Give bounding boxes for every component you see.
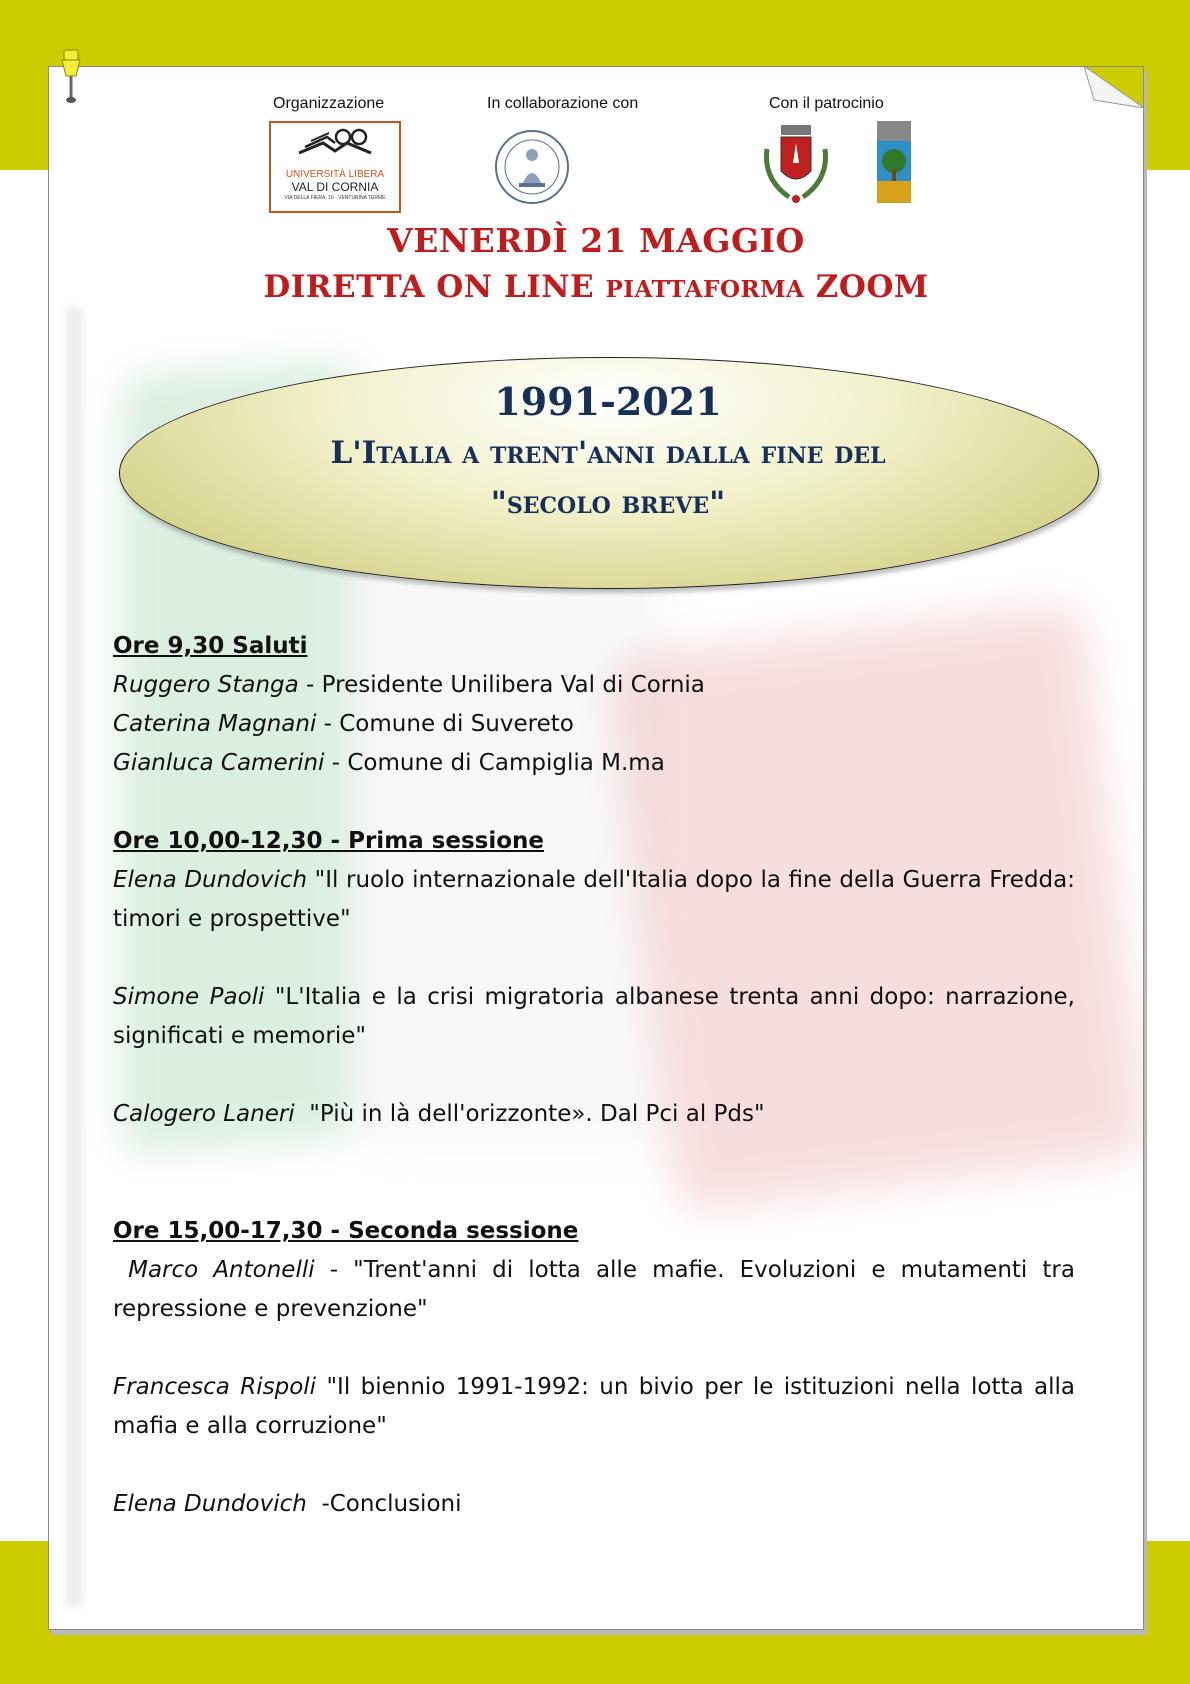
unilibera-logo: [269, 121, 401, 213]
speaker-name: Gianluca Camerini: [113, 750, 325, 776]
speaker-name: Marco Antonelli: [113, 1257, 315, 1283]
comune-coat-of-arms-1: [759, 119, 833, 207]
speaker-role: - Comune di Campiglia M.ma: [324, 750, 665, 776]
seconda-sessione-heading: Ore 15,00-17,30 - Seconda sessione: [113, 1218, 579, 1244]
comune-coat-of-arms-2: [873, 119, 915, 205]
online-platform-word: PIATTAFORMA: [605, 276, 805, 303]
title-years: 1991-2021: [494, 379, 722, 424]
speaker-name: Elena Dundovich: [113, 867, 308, 893]
seconda-item-1: [113, 1251, 1075, 1329]
program-content: [113, 627, 1075, 1524]
saluti-item-1: [113, 666, 1075, 705]
saluti-heading: Ore 9,30 Saluti: [113, 633, 308, 659]
speaker-name: Elena Dundovich: [113, 1491, 307, 1517]
speaker-name: Caterina Magnani: [113, 711, 317, 737]
logo-line-2: VAL DI CORNIA: [291, 180, 379, 194]
seconda-item-2: [113, 1368, 1075, 1446]
prima-item-3: [113, 1095, 1075, 1134]
talk-title: "Più in là dell'orizzonte». Dal Pci al Pds": [294, 1101, 765, 1127]
logo-line-1: UNIVERSITÀ LIBERA: [285, 169, 385, 180]
event-date: VENERDÌ 21 MAGGIO: [387, 221, 805, 260]
saluti-item-2: [113, 705, 1075, 744]
speaker-name: Ruggero Stanga: [113, 672, 299, 698]
flag-pole-decoration: [65, 307, 83, 1607]
talk-title: -Conclusioni: [306, 1491, 462, 1517]
saluti-item-3: [113, 744, 1075, 783]
online-prefix: DIRETTA ON LINE: [263, 269, 595, 305]
talk-title: "Il biennio 1991-1992: un bivio per le istituzioni nella lotta alla mafia e alla corruzione": [113, 1374, 1075, 1439]
organization-label: Organizzazione: [273, 95, 385, 112]
speaker-name: Calogero Laneri: [113, 1101, 295, 1127]
tree-lion-icon: [873, 119, 915, 205]
speaker-role: - Presidente Unilibera Val di Cornia: [298, 672, 705, 698]
prima-item-1: [113, 861, 1075, 939]
seal-icon: [477, 125, 587, 209]
talk-title: "Il ruolo internazionale dell'Italia dopo la fine della Guerra Fredda: timori e prospettive": [113, 867, 1075, 932]
speaker-role: - Comune di Suvereto: [316, 711, 574, 737]
prima-item-2: [113, 978, 1075, 1056]
collaboration-label: In collaborazione con: [487, 95, 639, 112]
seconda-item-3: [113, 1485, 1075, 1524]
speaker-name: Simone Paoli: [113, 984, 265, 1010]
page-curl-icon: [1084, 66, 1144, 108]
title-line-1: L'Italia a trent'anni dalla fine del: [330, 435, 886, 471]
university-seal-logo: [477, 125, 587, 209]
pushpin-icon: [56, 46, 86, 104]
coat-of-arms-icon: [759, 119, 833, 207]
patronage-label: Con il patrocinio: [769, 95, 884, 112]
online-platform-name: ZOOM: [815, 269, 929, 305]
title-line-2: "secolo breve": [490, 485, 726, 521]
poster-sheet: [48, 66, 1144, 1630]
event-online-line: [49, 269, 1143, 305]
book-glasses-icon: [271, 123, 399, 165]
speaker-name: Francesca Rispoli: [113, 1374, 317, 1400]
talk-title: "L'Italia e la crisi migratoria albanese trenta anni dopo: narrazione, significati e memorie": [113, 984, 1075, 1049]
prima-sessione-heading: Ore 10,00-12,30 - Prima sessione: [113, 828, 545, 854]
talk-title: - "Trent'anni di lotta alle mafie. Evoluzioni e mutamenti tra repressione e prevenzione": [113, 1257, 1075, 1322]
logo-line-3: VIA DELLA FIERA, 10 - VENTURINA TERME: [284, 195, 386, 201]
